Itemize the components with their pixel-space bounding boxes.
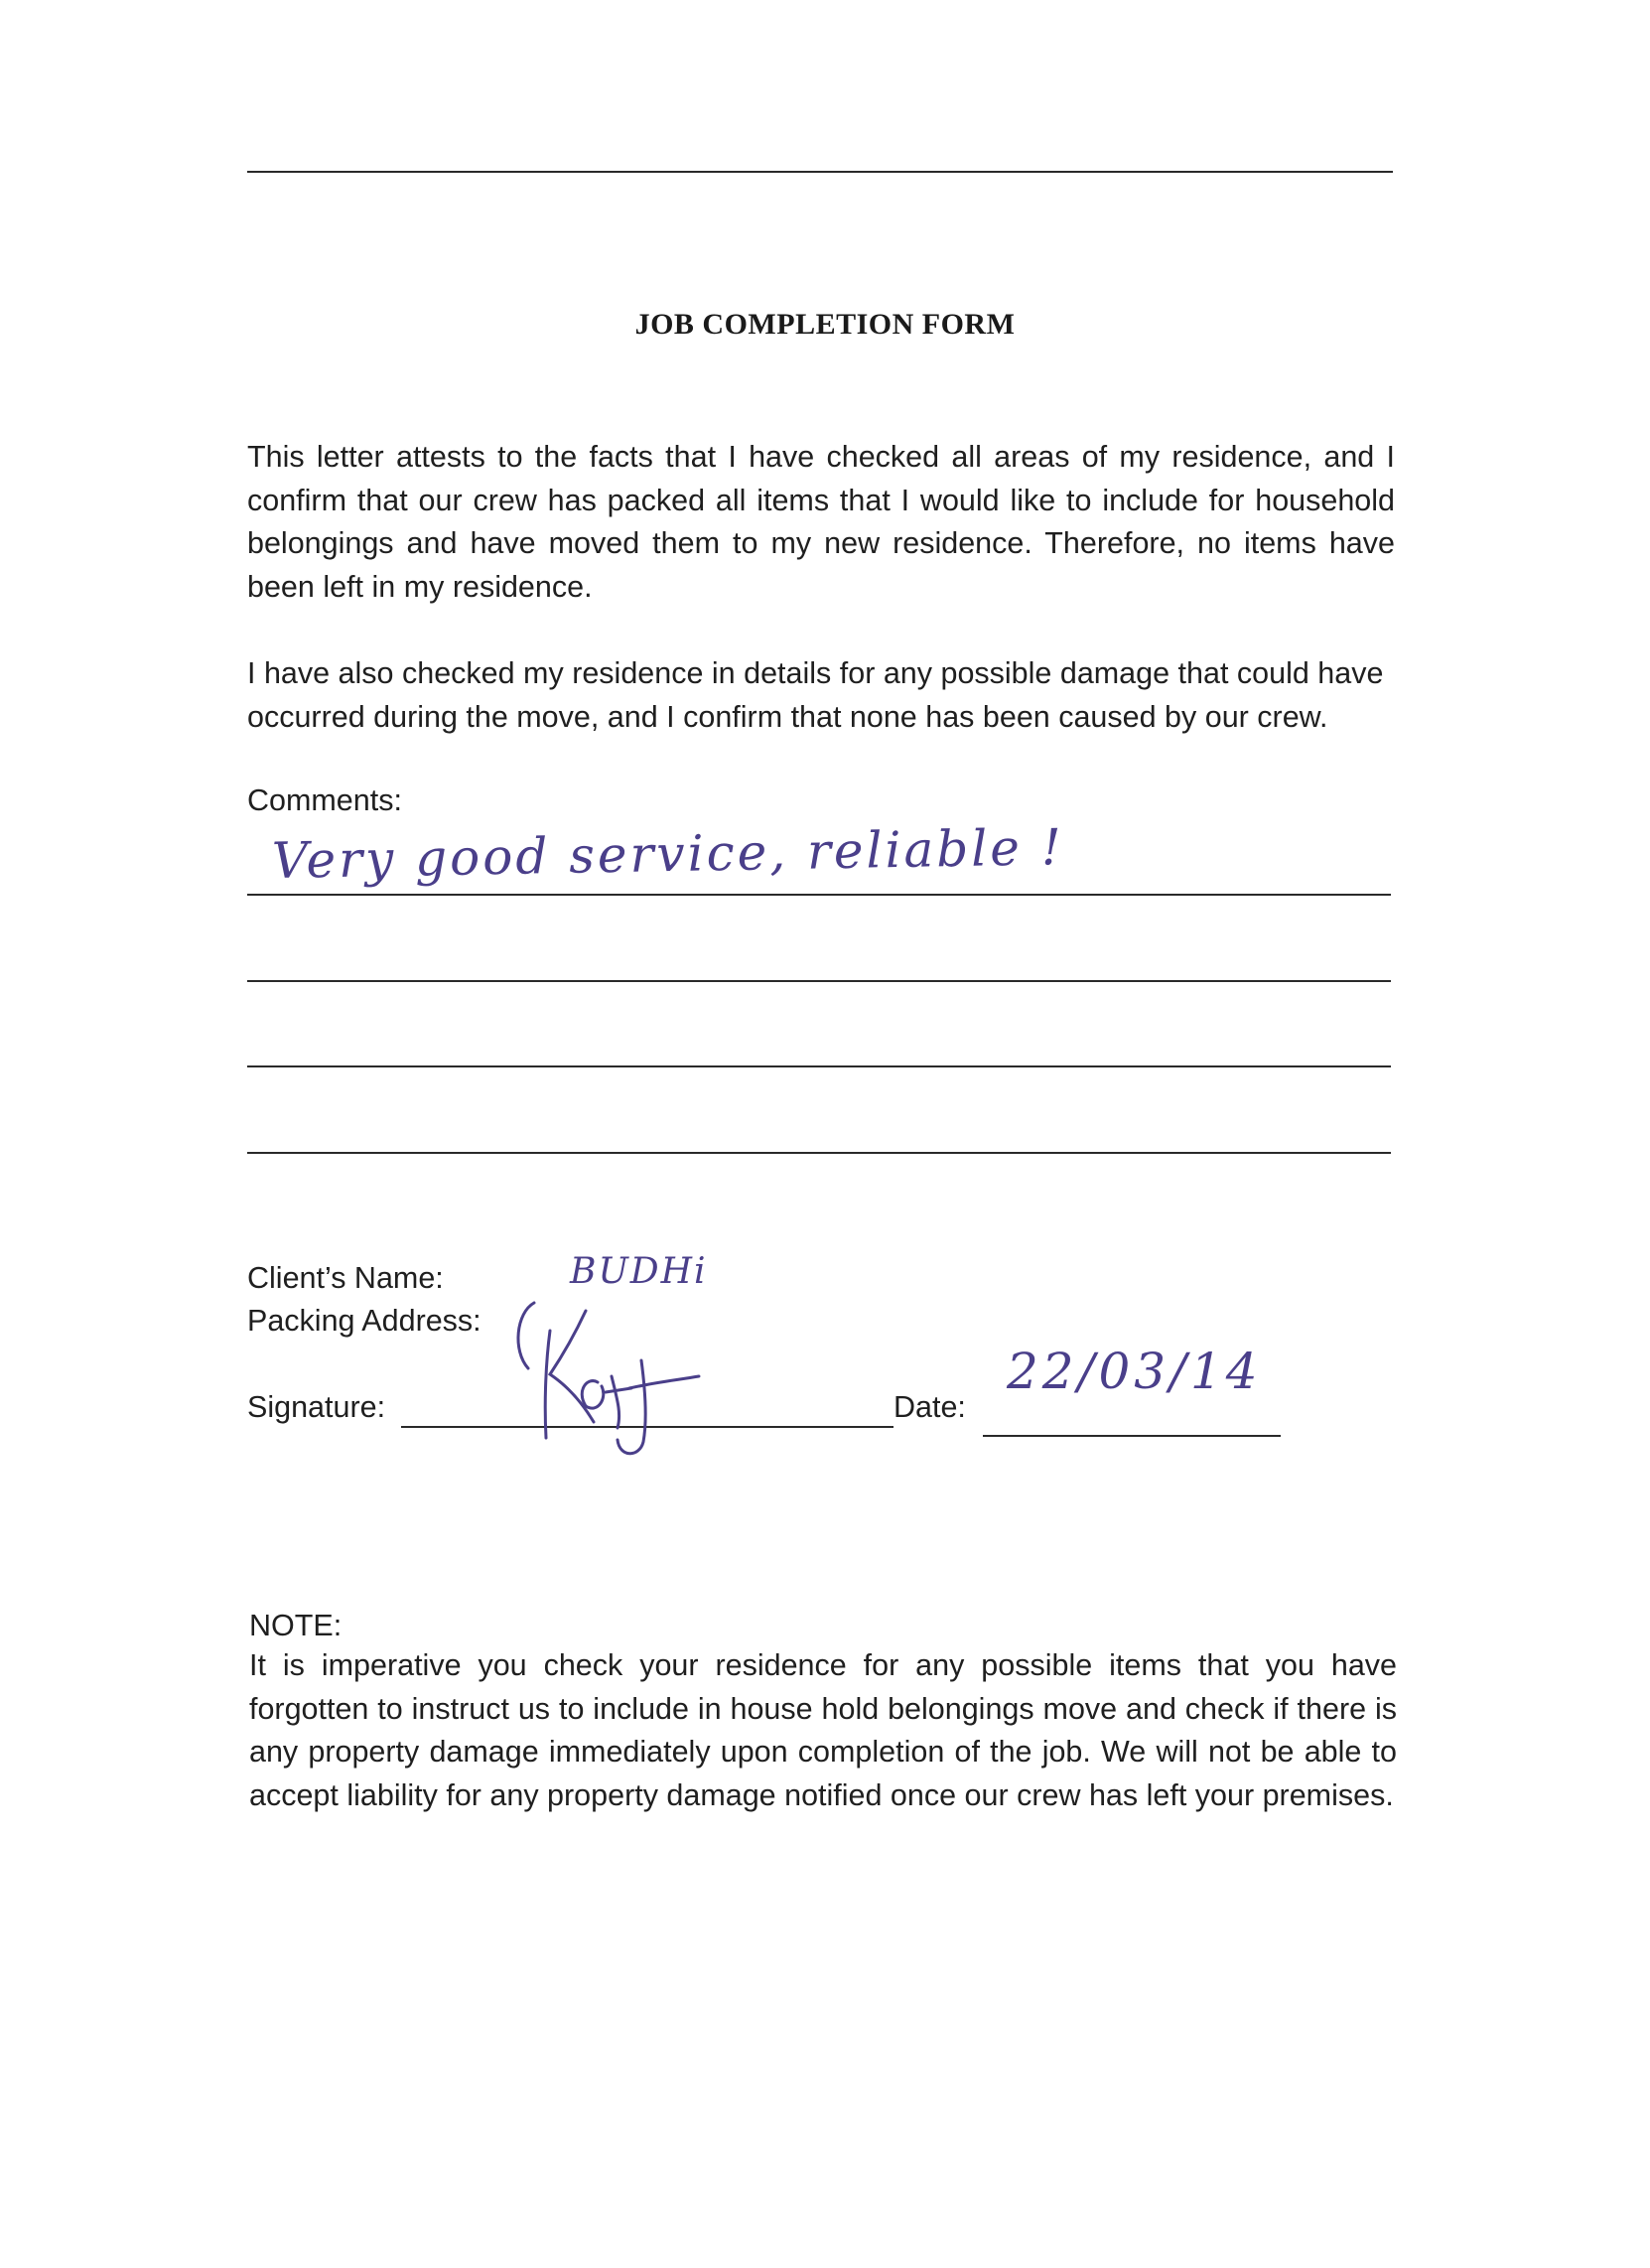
date-label: Date:: [894, 1390, 966, 1424]
handwritten-signature: [506, 1291, 725, 1460]
handwritten-comment: Very good service, reliable !: [271, 818, 1065, 890]
comment-line-1: [247, 894, 1391, 896]
client-name-label: Client’s Name:: [247, 1261, 444, 1295]
comments-label: Comments:: [247, 783, 402, 817]
signature-label: Signature:: [247, 1390, 386, 1424]
date-line: [983, 1435, 1281, 1437]
handwritten-date: 22/03/14: [1007, 1343, 1262, 1400]
note-label: NOTE:: [249, 1609, 343, 1642]
comment-line-4: [247, 1152, 1391, 1154]
damage-check-paragraph: I have also checked my residence in details for any possible damage that could have occurred during the move, and I confirm that none has been caused by our crew.: [247, 656, 1384, 734]
comment-line-2: [247, 980, 1391, 982]
attestation-paragraph: This letter attests to the facts that I have checked all areas of my residence, and I confirm that our crew has packed all items that I would like to include for household belongings and have moved them to my new residence. Therefore, no items have been left in my residence.: [247, 440, 1395, 604]
comment-line-3: [247, 1065, 1391, 1067]
packing-address-label: Packing Address:: [247, 1304, 481, 1338]
top-divider: [247, 171, 1393, 173]
client-name-value: BUDHi: [570, 1251, 708, 1292]
note-text: It is imperative you check your residence for any possible items that you have forgotten to instruct us to include in house hold belongings move and check if there is any property damage immediately upon completion of the job. We will not be able to accept liability for any property damage notified once our crew has left your premises.: [249, 1648, 1397, 1812]
form-title: JOB COMPLETION FORM: [634, 308, 1016, 341]
